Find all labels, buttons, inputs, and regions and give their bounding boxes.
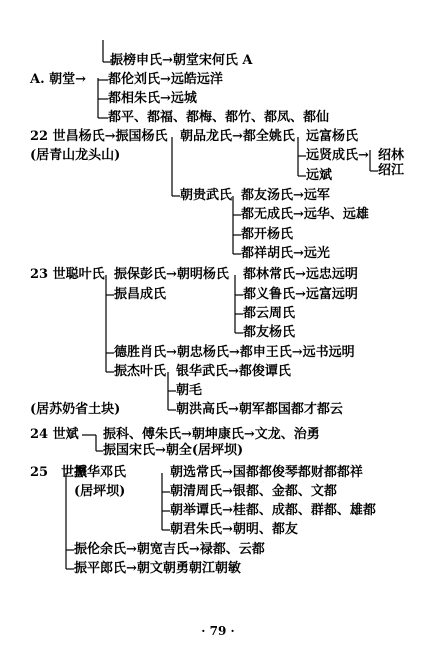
gen23-row4c: 朝洪高氏→朝军都国都才都云: [176, 402, 343, 417]
a-row3: 都平、都福、都梅、都竹、都凤、都仙: [108, 110, 330, 125]
page-number: · 79 ·: [201, 624, 235, 638]
gen22-row1a: 远富杨氏: [306, 129, 359, 144]
gen23-row1b: 都义鲁氏→远富远明: [243, 287, 358, 302]
gen24-row2: 振国宋氏→朝全(居坪坝): [103, 443, 244, 458]
gen25-row1d: 朝君朱氏→朝明、都友: [170, 522, 298, 537]
gen23-row1: 振保彭氏→朝明杨氏: [114, 267, 229, 282]
gen22-row2: 朝贵武氏: [180, 188, 233, 203]
a-row0: 振榜申氏→朝堂宋何氏 A: [110, 53, 253, 68]
gen23-row1a: 都林常氏→远忠远明: [243, 267, 358, 282]
gen22-row1b1: 绍林: [378, 148, 405, 163]
gen25-row1: 振华邓氏: [74, 465, 127, 480]
gen25-row1a: 朝选常氏→国都都俊琴都财都都祥: [170, 465, 363, 480]
gen25-row1c: 朝举谭氏→桂都、成都、群都、雄都: [170, 503, 376, 518]
gen25-row1b: 朝清周氏→银都、金都、文都: [170, 484, 337, 499]
gen22-row1b2: 绍江: [378, 163, 405, 178]
a-row1: 都伦刘氏→远皓远洋: [108, 72, 223, 87]
gen23-head: 23 世聪叶氏: [30, 267, 105, 282]
gen22-row1c: 远斌: [306, 168, 333, 183]
gen23-row4a: 银华武氏→都俊谭氏: [176, 364, 291, 379]
a-label: A. 朝堂→: [30, 72, 87, 87]
gen22-note: (居青山龙头山): [30, 148, 121, 163]
gen22-row2c: 都开杨氏: [241, 227, 294, 242]
gen23-row1c: 都云周氏: [243, 306, 296, 321]
gen22-row2a: 都友汤氏→远军: [241, 188, 330, 203]
gen25-row3: 振平郎氏→朝文朝勇朝江朝敏: [74, 561, 241, 576]
gen23-row3: 德胜肖氏→朝忠杨氏→都申王氏→远书远明: [114, 345, 355, 360]
gen25-row2: 振伦余氏→朝宽吉氏→禄都、云都: [74, 542, 265, 557]
gen22-row2b: 都无成氏→远华、远雄: [241, 207, 369, 222]
gen23-note: (居苏奶省土块): [30, 402, 121, 417]
gen23-row4b: 朝毛: [176, 383, 203, 398]
gen22-row1b: 远贤成氏→: [306, 148, 369, 163]
a-row2: 都相朱氏→远城: [108, 91, 197, 106]
gen22-row2d: 都祥胡氏→远光: [241, 246, 330, 261]
gen25-head: 25 世熏: [30, 465, 88, 480]
gen23-row1d: 都友杨氏: [243, 325, 296, 340]
gen25-note: (居坪坝): [74, 484, 126, 499]
gen22-row1: 朝品龙氏→都全姚氏: [180, 129, 295, 144]
gen23-row2: 振昌成氏: [114, 287, 167, 302]
gen23-row4: 振杰叶氏: [114, 364, 167, 379]
gen24-head: 24 世斌: [30, 427, 79, 442]
gen22-head: 22 世昌杨氏→振国杨氏: [30, 129, 168, 144]
gen24-row1: 振科、傅朱氏→朝坤康氏→文龙、治勇: [103, 427, 320, 442]
